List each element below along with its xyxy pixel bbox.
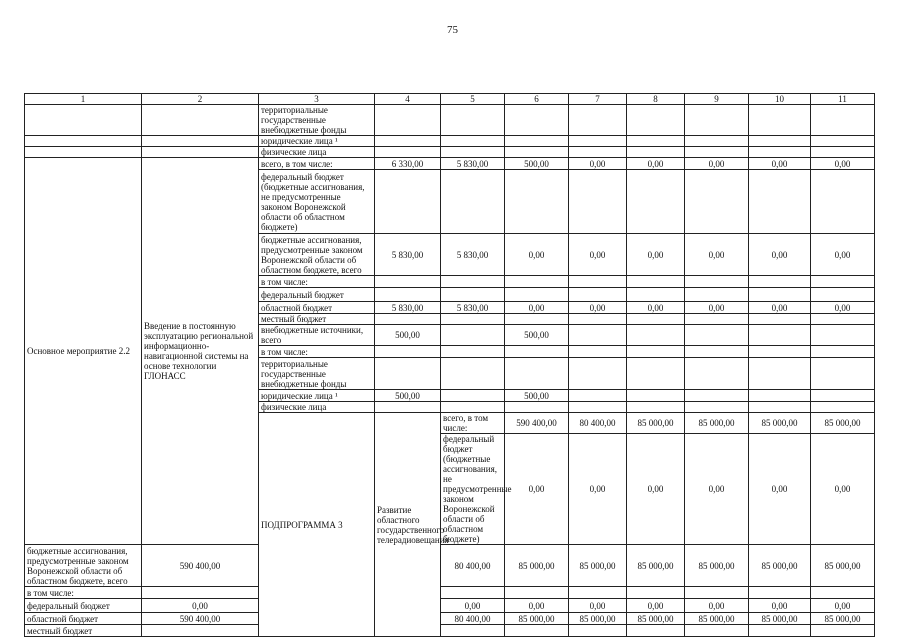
amount-cell: 5 830,00 — [441, 302, 505, 314]
amount-cell: 0,00 — [505, 302, 569, 314]
amount-cell — [811, 147, 875, 158]
funding-source-label: федеральный бюджет (бюджетные ассигнования, не предусмотренные законом Воронежской области об областном бюджете) — [259, 170, 375, 234]
amount-cell — [375, 276, 441, 288]
amount-cell: 500,00 — [505, 158, 569, 170]
funding-source-label: местный бюджет — [25, 625, 142, 637]
amount-cell — [569, 402, 627, 413]
table-row — [25, 147, 875, 158]
amount-cell — [811, 587, 875, 599]
amount-cell: 0,00 — [685, 434, 749, 545]
funding-source-label: в том числе: — [259, 276, 375, 288]
funding-source-label: территориальные государственные внебюджетные фонды — [259, 105, 375, 136]
column-number: 11 — [811, 94, 875, 105]
amount-cell — [375, 288, 441, 302]
amount-cell — [749, 358, 811, 390]
funding-source-label: бюджетные ассигнования, предусмотренные законом Воронежской области об областном бюджете, всего — [25, 545, 142, 587]
column-number: 5 — [441, 94, 505, 105]
amount-cell — [685, 346, 749, 358]
amount-cell — [441, 402, 505, 413]
amount-cell — [441, 288, 505, 302]
amount-cell: 0,00 — [627, 599, 685, 613]
amount-cell — [569, 625, 627, 637]
amount-cell: 85 000,00 — [749, 413, 811, 434]
amount-cell: 80 400,00 — [569, 413, 627, 434]
amount-cell — [569, 288, 627, 302]
amount-cell — [627, 325, 685, 346]
amount-cell — [441, 625, 505, 637]
amount-cell: 0,00 — [569, 599, 627, 613]
amount-cell — [569, 358, 627, 390]
amount-cell — [375, 358, 441, 390]
amount-cell — [749, 288, 811, 302]
amount-cell — [811, 276, 875, 288]
amount-cell: 85 000,00 — [685, 545, 749, 587]
amount-cell: 0,00 — [685, 599, 749, 613]
table-row — [25, 587, 875, 599]
amount-cell: 0,00 — [569, 234, 627, 276]
amount-cell — [505, 147, 569, 158]
funding-source-label: федеральный бюджет — [259, 288, 375, 302]
amount-cell: 0,00 — [505, 599, 569, 613]
amount-cell — [569, 147, 627, 158]
amount-cell — [375, 170, 441, 234]
amount-cell — [811, 625, 875, 637]
amount-cell: 0,00 — [749, 234, 811, 276]
funding-source-label: местный бюджет — [259, 314, 375, 325]
amount-cell: 80 400,00 — [441, 613, 505, 625]
amount-cell — [441, 170, 505, 234]
amount-cell: 0,00 — [685, 158, 749, 170]
program-item-label — [25, 105, 142, 136]
amount-cell — [811, 314, 875, 325]
funding-source-label: в том числе: — [25, 587, 142, 599]
amount-cell — [505, 625, 569, 637]
amount-cell — [441, 105, 505, 136]
funding-source-label: внебюджетные источники, всего — [259, 325, 375, 346]
amount-cell — [811, 402, 875, 413]
amount-cell: 85 000,00 — [685, 413, 749, 434]
amount-cell — [811, 325, 875, 346]
funding-source-label: юридические лица ¹ — [259, 390, 375, 402]
amount-cell — [505, 358, 569, 390]
funding-source-label: областной бюджет — [259, 302, 375, 314]
amount-cell — [505, 136, 569, 147]
amount-cell — [505, 587, 569, 599]
amount-cell: 85 000,00 — [685, 613, 749, 625]
amount-cell — [142, 625, 259, 637]
program-item-label — [25, 136, 142, 147]
amount-cell: 85 000,00 — [627, 413, 685, 434]
amount-cell: 0,00 — [749, 158, 811, 170]
amount-cell — [749, 147, 811, 158]
amount-cell: 590 400,00 — [142, 545, 259, 587]
amount-cell — [685, 276, 749, 288]
amount-cell — [749, 170, 811, 234]
program-item-label: ПОДПРОГРАММА 3 — [259, 413, 375, 637]
amount-cell: 85 000,00 — [569, 613, 627, 625]
amount-cell: 85 000,00 — [749, 545, 811, 587]
amount-cell — [685, 288, 749, 302]
amount-cell: 590 400,00 — [142, 613, 259, 625]
column-number: 7 — [569, 94, 627, 105]
column-number: 10 — [749, 94, 811, 105]
amount-cell: 0,00 — [811, 234, 875, 276]
amount-cell — [627, 170, 685, 234]
amount-cell — [375, 402, 441, 413]
amount-cell — [627, 358, 685, 390]
amount-cell — [375, 136, 441, 147]
program-item-description — [142, 147, 259, 158]
amount-cell — [569, 325, 627, 346]
amount-cell — [441, 587, 505, 599]
amount-cell — [749, 390, 811, 402]
column-number-row — [25, 94, 875, 105]
amount-cell: 0,00 — [441, 599, 505, 613]
amount-cell — [811, 346, 875, 358]
amount-cell: 0,00 — [749, 599, 811, 613]
amount-cell: 0,00 — [505, 234, 569, 276]
amount-cell: 0,00 — [811, 302, 875, 314]
amount-cell — [627, 276, 685, 288]
amount-cell — [569, 276, 627, 288]
funding-source-label: всего, в том числе: — [441, 413, 505, 434]
program-item-description: Развитие областного государственного телерадиовещания — [375, 413, 441, 637]
table-row — [25, 105, 875, 136]
amount-cell — [749, 325, 811, 346]
funding-source-label: федеральный бюджет — [25, 599, 142, 613]
amount-cell: 85 000,00 — [569, 545, 627, 587]
amount-cell — [569, 105, 627, 136]
amount-cell: 0,00 — [569, 158, 627, 170]
amount-cell — [569, 390, 627, 402]
amount-cell: 85 000,00 — [811, 613, 875, 625]
amount-cell — [749, 314, 811, 325]
funding-source-label: областной бюджет — [25, 613, 142, 625]
column-number: 6 — [505, 94, 569, 105]
amount-cell — [569, 346, 627, 358]
amount-cell — [749, 346, 811, 358]
amount-cell — [811, 288, 875, 302]
amount-cell — [505, 276, 569, 288]
amount-cell — [627, 314, 685, 325]
program-item-description — [142, 136, 259, 147]
amount-cell: 0,00 — [685, 302, 749, 314]
amount-cell: 6 330,00 — [375, 158, 441, 170]
amount-cell — [627, 390, 685, 402]
amount-cell — [441, 276, 505, 288]
table-row — [25, 158, 875, 170]
amount-cell — [627, 625, 685, 637]
amount-cell: 0,00 — [569, 302, 627, 314]
column-number: 1 — [25, 94, 142, 105]
program-item-description: Введение в постоянную эксплуатацию региональной информационно-навигационной системы на основе технологии ГЛОНАСС — [142, 158, 259, 545]
column-number: 4 — [375, 94, 441, 105]
amount-cell — [441, 325, 505, 346]
amount-cell — [627, 288, 685, 302]
amount-cell — [627, 136, 685, 147]
amount-cell — [749, 625, 811, 637]
amount-cell — [685, 358, 749, 390]
amount-cell: 0,00 — [811, 158, 875, 170]
amount-cell: 85 000,00 — [811, 413, 875, 434]
amount-cell: 500,00 — [375, 325, 441, 346]
amount-cell: 85 000,00 — [811, 545, 875, 587]
amount-cell: 0,00 — [685, 234, 749, 276]
amount-cell — [441, 390, 505, 402]
amount-cell — [749, 587, 811, 599]
amount-cell: 0,00 — [627, 302, 685, 314]
amount-cell: 0,00 — [627, 234, 685, 276]
amount-cell — [441, 346, 505, 358]
amount-cell — [505, 402, 569, 413]
column-number: 2 — [142, 94, 259, 105]
amount-cell — [685, 170, 749, 234]
amount-cell — [627, 402, 685, 413]
table-row — [25, 613, 875, 625]
program-item-label: Основное мероприятие 2.2 — [25, 158, 142, 545]
amount-cell — [685, 325, 749, 346]
amount-cell — [569, 587, 627, 599]
amount-cell — [627, 105, 685, 136]
amount-cell: 5 830,00 — [441, 158, 505, 170]
amount-cell — [142, 587, 259, 599]
amount-cell: 85 000,00 — [627, 545, 685, 587]
amount-cell — [627, 147, 685, 158]
amount-cell — [685, 390, 749, 402]
amount-cell — [685, 587, 749, 599]
funding-source-label: территориальные государственные внебюджетные фонды — [259, 358, 375, 390]
funding-source-label: физические лица — [259, 402, 375, 413]
amount-cell: 85 000,00 — [505, 613, 569, 625]
table-row — [25, 136, 875, 147]
funding-source-label: физические лица — [259, 147, 375, 158]
amount-cell — [441, 314, 505, 325]
amount-cell — [627, 587, 685, 599]
amount-cell — [749, 402, 811, 413]
amount-cell — [685, 136, 749, 147]
amount-cell — [441, 136, 505, 147]
amount-cell: 5 830,00 — [375, 302, 441, 314]
amount-cell — [375, 105, 441, 136]
amount-cell: 85 000,00 — [627, 613, 685, 625]
amount-cell — [569, 136, 627, 147]
amount-cell — [505, 314, 569, 325]
amount-cell — [569, 170, 627, 234]
amount-cell: 0,00 — [142, 599, 259, 613]
amount-cell — [375, 147, 441, 158]
column-number: 3 — [259, 94, 375, 105]
amount-cell — [811, 105, 875, 136]
amount-cell: 85 000,00 — [505, 545, 569, 587]
amount-cell — [627, 346, 685, 358]
amount-cell — [569, 314, 627, 325]
amount-cell — [505, 170, 569, 234]
funding-source-label: в том числе: — [259, 346, 375, 358]
amount-cell: 500,00 — [505, 325, 569, 346]
amount-cell — [685, 314, 749, 325]
amount-cell — [811, 136, 875, 147]
amount-cell — [685, 402, 749, 413]
amount-cell: 500,00 — [375, 390, 441, 402]
amount-cell — [441, 358, 505, 390]
amount-cell — [685, 105, 749, 136]
amount-cell: 5 830,00 — [375, 234, 441, 276]
column-number: 9 — [685, 94, 749, 105]
amount-cell — [375, 314, 441, 325]
amount-cell — [505, 105, 569, 136]
amount-cell: 0,00 — [749, 302, 811, 314]
page-number: 75 — [447, 24, 458, 36]
amount-cell — [811, 390, 875, 402]
amount-cell — [375, 346, 441, 358]
amount-cell: 0,00 — [569, 434, 627, 545]
table-row — [25, 599, 875, 613]
program-item-label — [25, 147, 142, 158]
amount-cell — [685, 625, 749, 637]
amount-cell — [685, 147, 749, 158]
amount-cell: 80 400,00 — [441, 545, 505, 587]
funding-source-label: всего, в том числе: — [259, 158, 375, 170]
amount-cell: 500,00 — [505, 390, 569, 402]
funding-source-label: федеральный бюджет (бюджетные ассигнования, не предусмотренные законом Воронежской области об областном бюджете) — [441, 434, 505, 545]
amount-cell — [441, 147, 505, 158]
amount-cell — [505, 346, 569, 358]
amount-cell — [811, 358, 875, 390]
amount-cell: 0,00 — [811, 599, 875, 613]
amount-cell: 590 400,00 — [505, 413, 569, 434]
table-row — [25, 545, 875, 587]
amount-cell: 0,00 — [627, 158, 685, 170]
funding-source-label: юридические лица ¹ — [259, 136, 375, 147]
table-row — [25, 625, 875, 637]
amount-cell — [505, 288, 569, 302]
amount-cell: 0,00 — [627, 434, 685, 545]
amount-cell: 0,00 — [505, 434, 569, 545]
amount-cell: 5 830,00 — [441, 234, 505, 276]
amount-cell: 0,00 — [749, 434, 811, 545]
amount-cell — [749, 276, 811, 288]
program-item-description — [142, 105, 259, 136]
amount-cell — [749, 105, 811, 136]
column-number: 8 — [627, 94, 685, 105]
amount-cell — [811, 170, 875, 234]
funding-source-label: бюджетные ассигнования, предусмотренные законом Воронежской области об областном бюджете, всего — [259, 234, 375, 276]
budget-table — [24, 93, 875, 637]
amount-cell — [749, 136, 811, 147]
amount-cell: 0,00 — [811, 434, 875, 545]
amount-cell: 85 000,00 — [749, 613, 811, 625]
